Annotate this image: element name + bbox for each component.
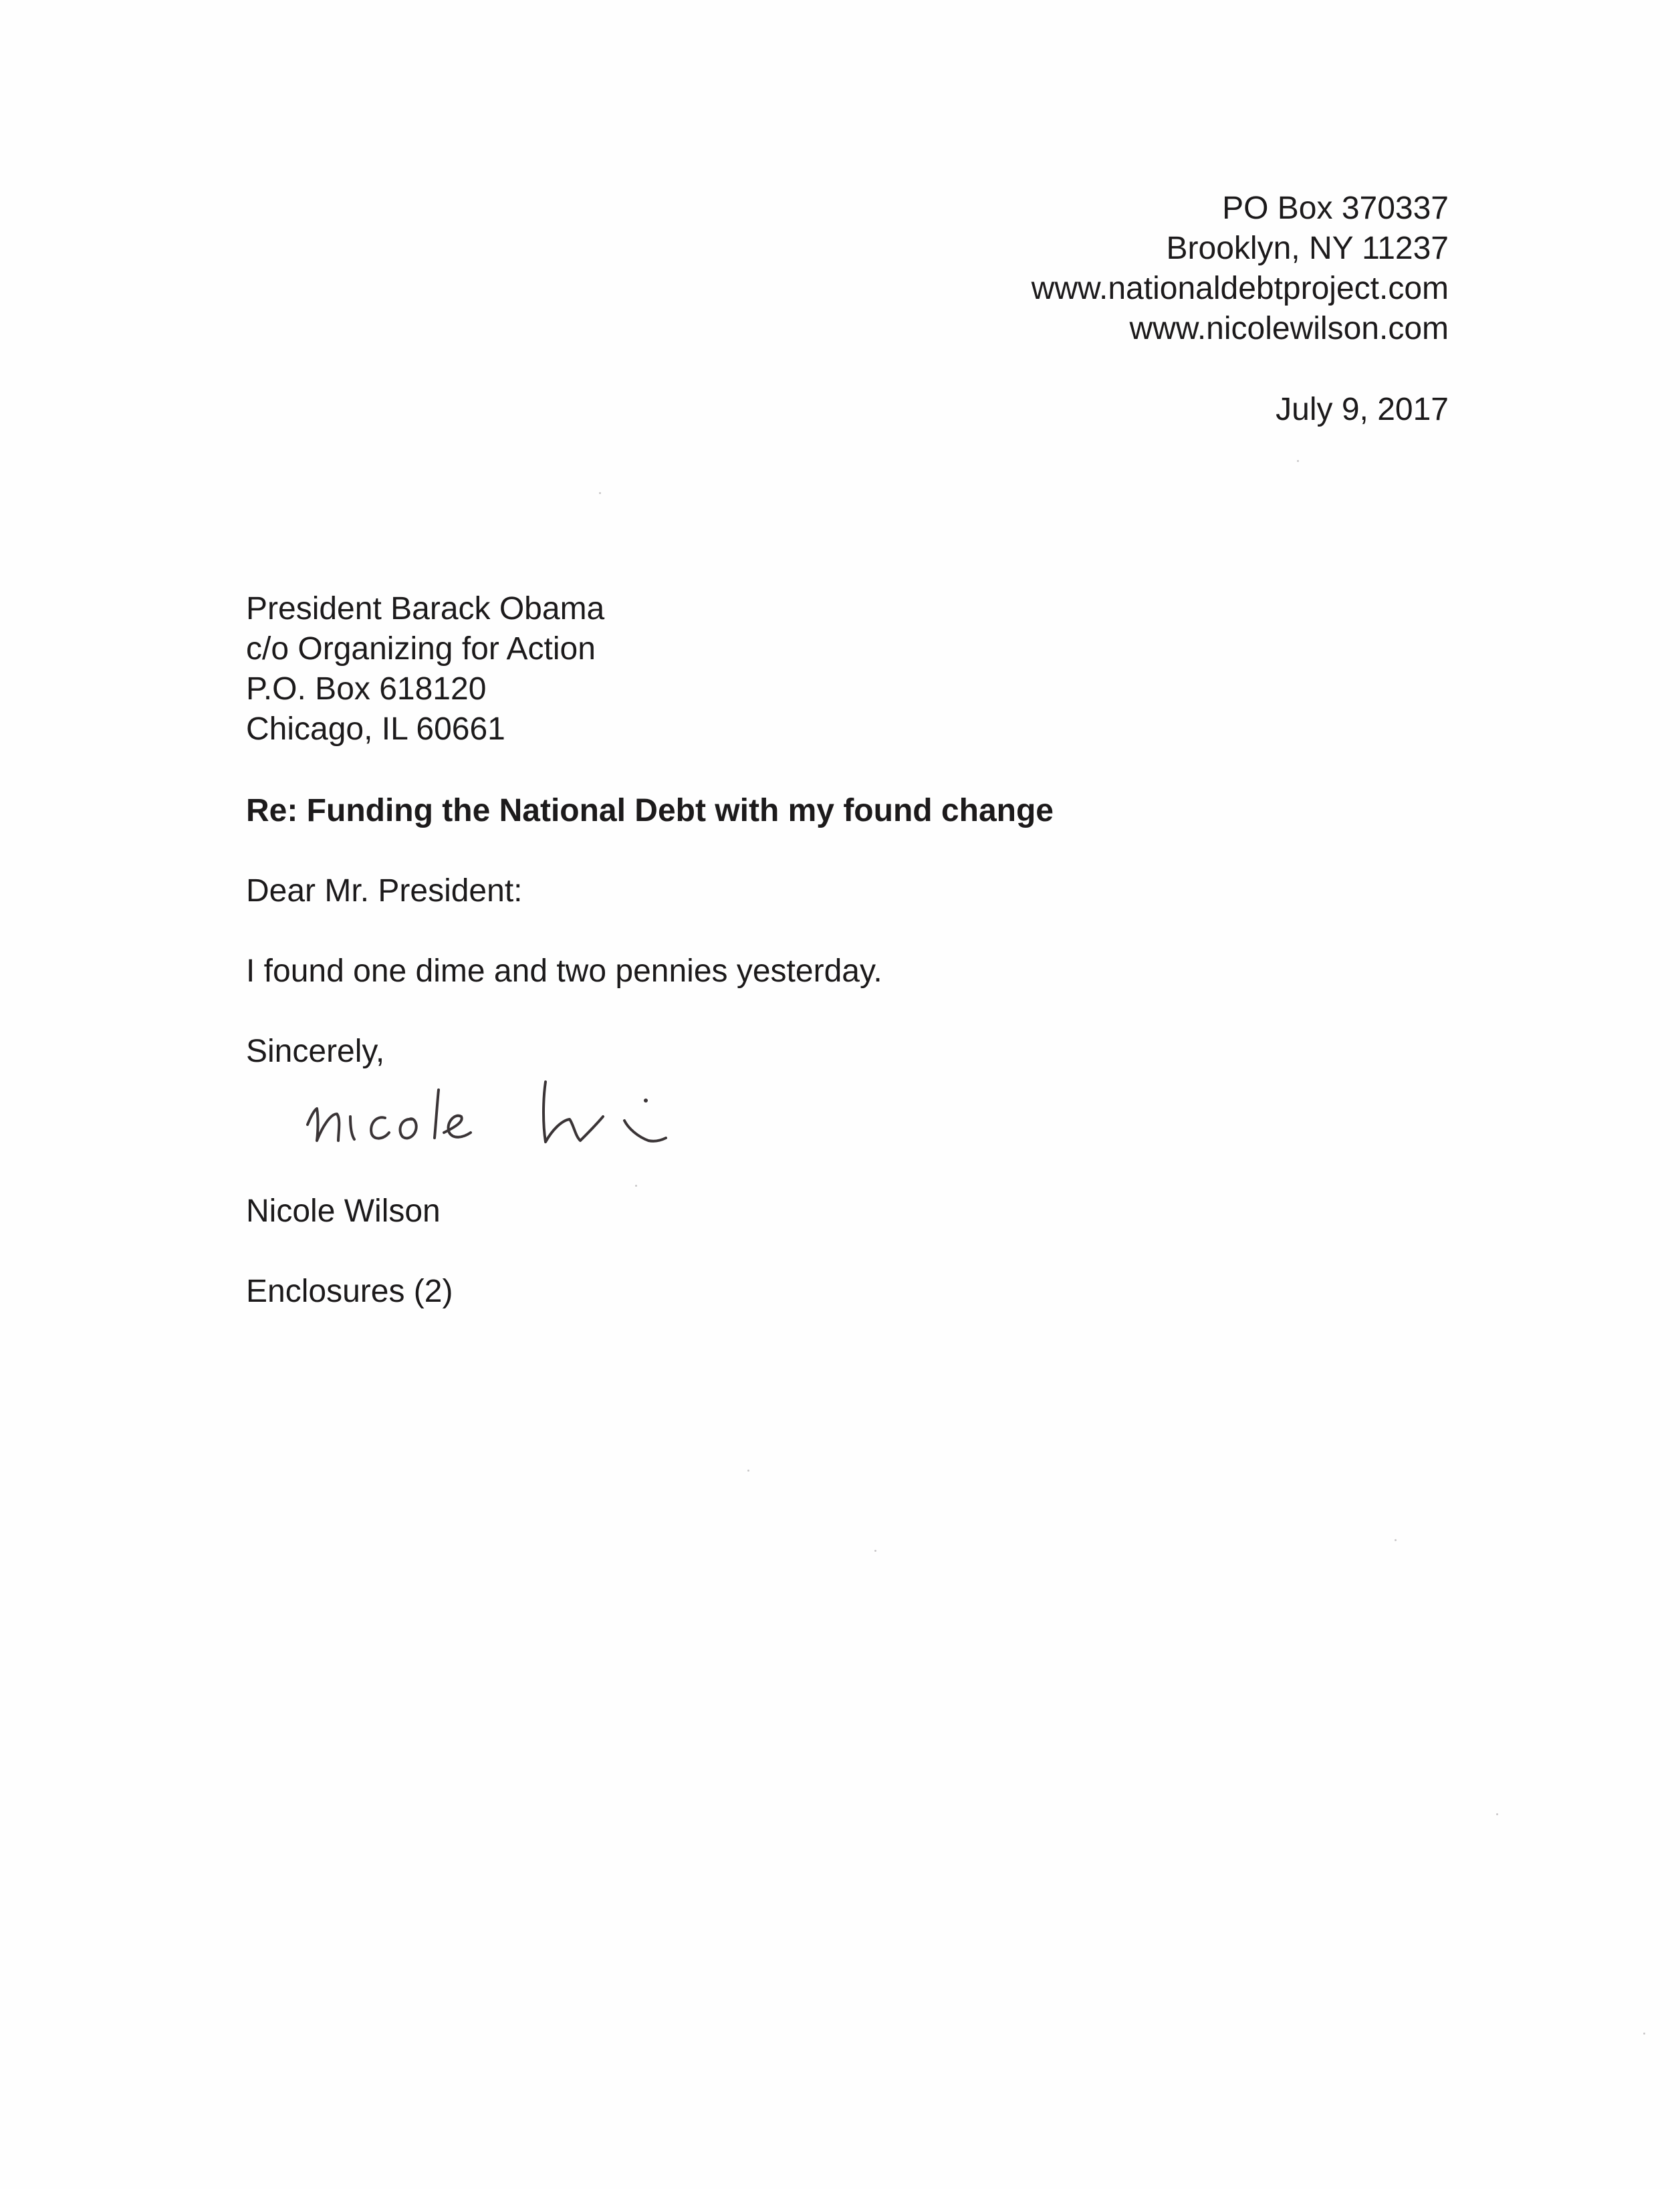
recipient-po-box: P.O. Box 618120 <box>246 671 487 707</box>
paper-speck <box>599 492 601 494</box>
paper-speck <box>1297 460 1299 462</box>
sender-city: Brooklyn, NY 11237 <box>1166 231 1449 266</box>
paper-speck <box>635 1185 637 1187</box>
body-paragraph: I found one dime and two pennies yesterday. <box>246 953 882 989</box>
paper-speck <box>1395 1539 1397 1541</box>
salutation: Dear Mr. President: <box>246 873 523 909</box>
sender-po-box: PO Box 370337 <box>1222 191 1449 226</box>
signer-name: Nicole Wilson <box>246 1193 441 1229</box>
sender-address-block <box>1032 189 1449 349</box>
paper-speck <box>1496 1813 1498 1815</box>
recipient-name: President Barack Obama <box>246 591 605 626</box>
recipient-address-block <box>246 589 604 750</box>
paper-speck <box>1643 2033 1645 2035</box>
recipient-organization: c/o Organizing for Action <box>246 631 596 667</box>
closing: Sincerely, <box>246 1034 385 1069</box>
handwritten-signature <box>294 1063 749 1170</box>
sender-website-personal: www.nicolewilson.com <box>1129 311 1449 346</box>
paper-speck <box>874 1550 876 1552</box>
recipient-city: Chicago, IL 60661 <box>246 711 505 747</box>
letter-date: July 9, 2017 <box>1276 392 1449 427</box>
sender-website-project: www.nationaldebtproject.com <box>1031 271 1449 306</box>
enclosures-note: Enclosures (2) <box>246 1274 453 1309</box>
subject-line: Re: Funding the National Debt with my found change <box>246 793 1054 828</box>
paper-speck <box>747 1470 749 1472</box>
